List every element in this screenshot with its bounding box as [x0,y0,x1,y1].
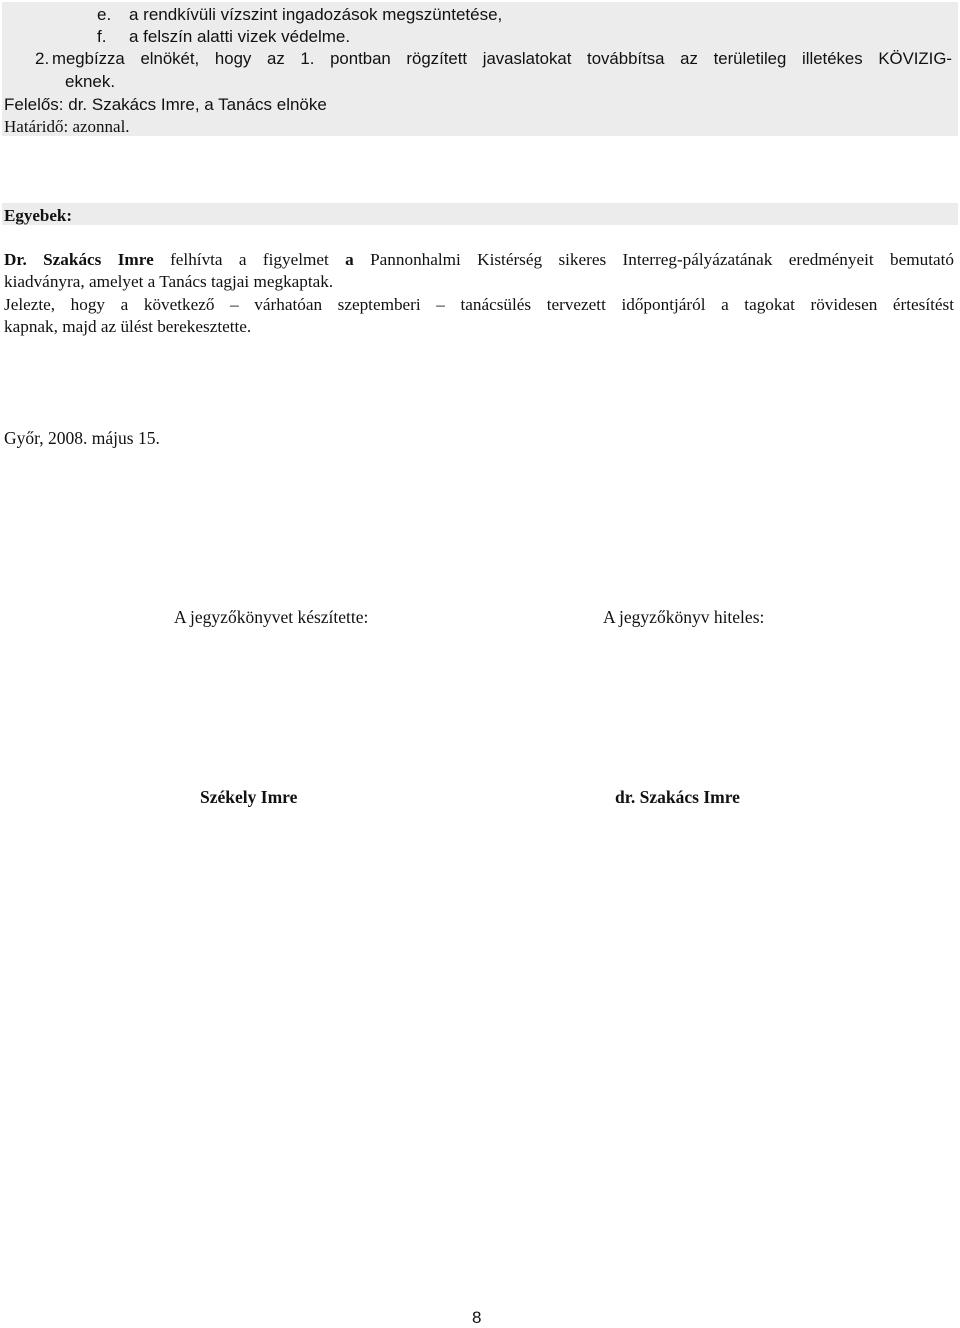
signature-left-caption: A jegyzőkönyvet készítette: [174,607,369,627]
signature-left-name: Székely Imre [200,787,298,807]
place-date: Győr, 2008. május 15. [4,428,160,448]
point-2-line1: megbízza elnökét, hogy az 1. pontban rögzített javaslatokat továbbítsa az területileg illetékes KÖVIZIG- [52,49,952,68]
list-item-f: a felszín alatti vizek védelme. [129,27,351,46]
list-item-e: a rendkívüli vízszint ingadozások megszüntetése, [129,5,503,24]
paragraph-2-line1: Jelezte, hogy a következő – várhatóan szeptemberi – tanácsülés tervezett időpontjáról a tagokat rövidesen értesítést [4,295,954,314]
list-marker-f: f. [97,27,107,46]
section-heading: Egyebek: [4,206,72,225]
signature-right-caption: A jegyzőkönyv hiteles: [603,607,765,627]
deadline-line: Határidő: azonnal. [4,117,130,136]
paragraph-1-line2: kiadványra, amelyet a Tanács tagjai megkaptak. [4,272,334,291]
point-2-line2: eknek. [65,72,116,91]
signature-right-name: dr. Szakács Imre [615,787,740,807]
paragraph-2-line2: kapnak, majd az ülést berekesztette. [4,317,252,336]
list-marker-e: e. [97,5,112,24]
section-heading-bar [2,203,958,225]
paragraph-1-line1: Dr. Szakács Imre felhívta a figyelmet a Pannonhalmi Kistérség sikeres Interreg-pályázatának eredményeit bemutató [4,250,954,269]
responsible-line: Felelős: dr. Szakács Imre, a Tanács elnöke [4,95,327,114]
speaker-name: Dr. Szakács Imre [4,250,154,269]
page-number: 8 [472,1308,482,1327]
point-2-marker: 2. [35,49,50,68]
